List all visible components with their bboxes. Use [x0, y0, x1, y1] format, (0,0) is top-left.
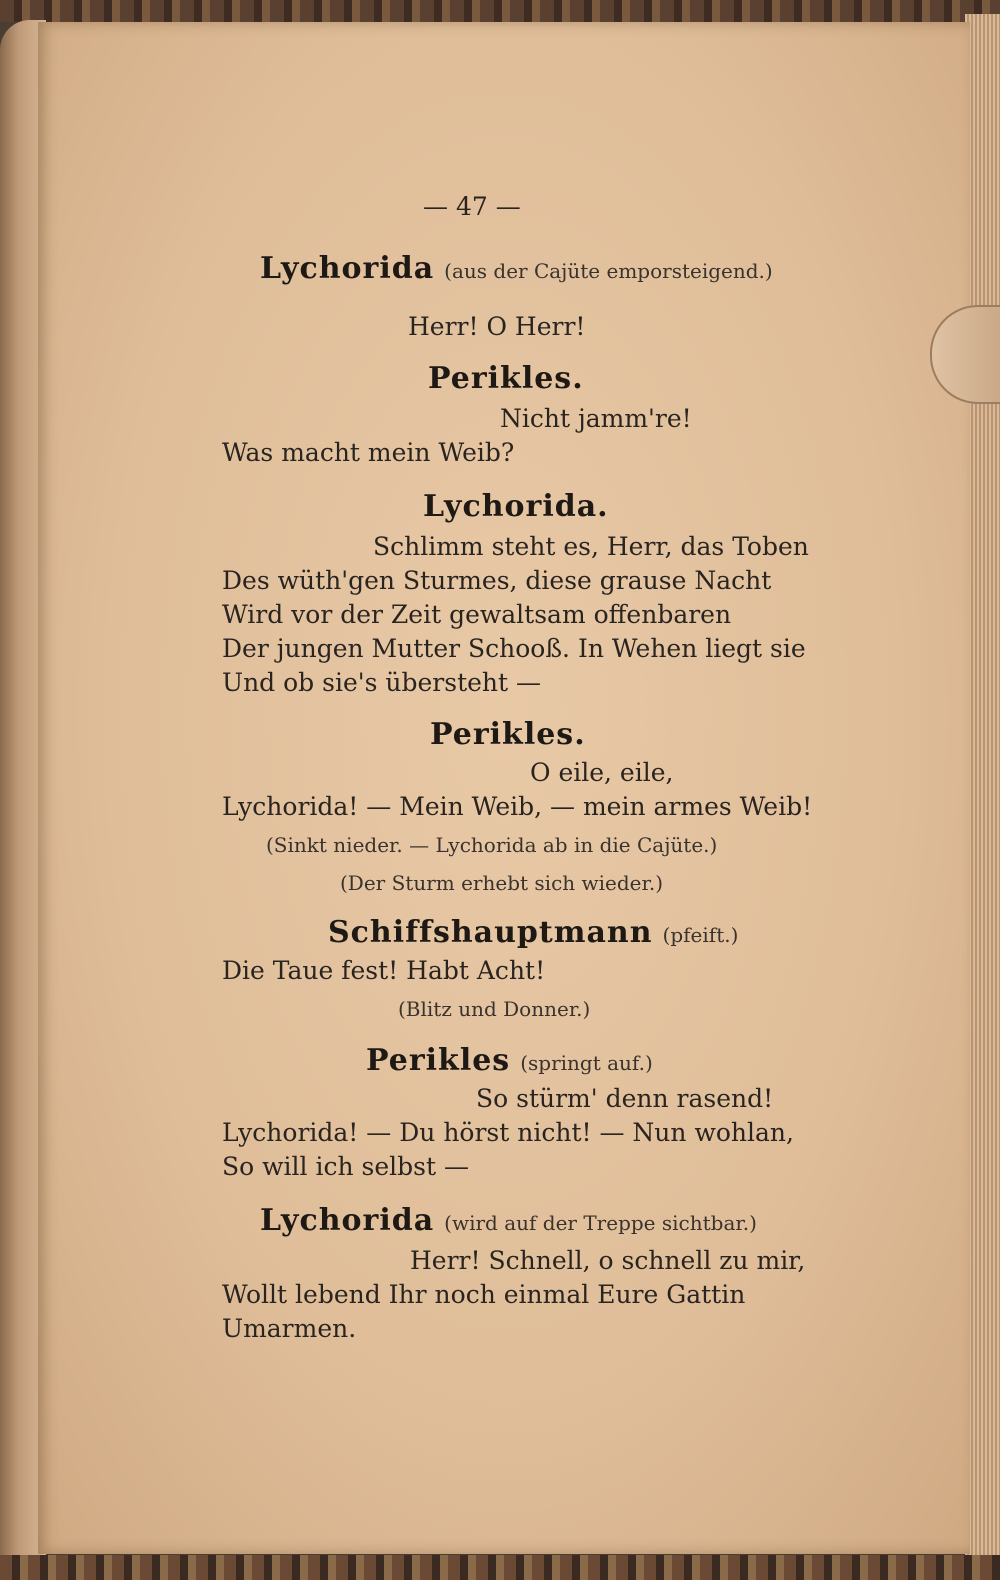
stage-direction: (pfeift.)	[662, 923, 739, 947]
verse-line: O eile, eile,	[530, 758, 674, 787]
speaker-heading: Perikles.	[428, 361, 584, 396]
book-page	[38, 22, 970, 1554]
verse-line: Lychorida! — Du hörst nicht! — Nun wohlan,	[222, 1118, 794, 1147]
stage-direction: (aus der Cajüte emporsteigend.)	[444, 259, 773, 283]
stage-direction: (Sinkt nieder. — Lychorida ab in die Cajüte.)	[266, 833, 718, 857]
stage-direction: (Blitz und Donner.)	[398, 997, 591, 1021]
book-cover-edge-top	[0, 0, 1000, 22]
stage-direction: (Der Sturm erhebt sich wieder.)	[340, 871, 664, 895]
speaker-heading: Lychorida (aus der Cajüte emporsteigend.)	[260, 251, 773, 286]
speaker-heading: Schiffshauptmann (pfeift.)	[328, 915, 739, 950]
verse-line: Was macht mein Weib?	[222, 438, 515, 467]
speaker-heading: Lychorida (wird auf der Treppe sichtbar.)	[260, 1203, 757, 1238]
verse-line: Schlimm steht es, Herr, das Toben	[373, 532, 809, 561]
verse-line: Umarmen.	[222, 1314, 357, 1343]
verse-line: So will ich selbst —	[222, 1152, 469, 1181]
verse-line: Wird vor der Zeit gewaltsam offenbaren	[222, 600, 732, 629]
stage-direction: (springt auf.)	[520, 1051, 653, 1075]
verse-line: Die Taue fest! Habt Acht!	[222, 956, 546, 985]
verse-line: Der jungen Mutter Schooß. In Wehen liegt sie	[222, 634, 806, 663]
verse-line: Herr! O Herr!	[408, 312, 586, 341]
verse-line: So stürm' denn rasend!	[476, 1084, 774, 1113]
verse-line: Des wüth'gen Sturmes, diese grause Nacht	[222, 566, 772, 595]
verse-line: Wollt lebend Ihr noch einmal Eure Gattin	[222, 1280, 746, 1309]
stage-direction: (wird auf der Treppe sichtbar.)	[444, 1211, 757, 1235]
speaker-heading: Perikles (springt auf.)	[366, 1043, 653, 1078]
page-stack-edge	[965, 14, 1000, 1559]
verse-line: Lychorida! — Mein Weib, — mein armes Weib!	[222, 792, 813, 821]
book-cover-edge-bottom	[0, 1555, 1000, 1580]
speaker-heading: Perikles.	[430, 717, 586, 752]
verse-line: Nicht jamm're!	[500, 404, 692, 433]
verse-line: Herr! Schnell, o schnell zu mir,	[410, 1246, 806, 1275]
speaker-heading: Lychorida.	[423, 489, 609, 524]
page-number: — 47 —	[423, 192, 521, 221]
verse-line: Und ob sie's übersteht —	[222, 668, 542, 697]
